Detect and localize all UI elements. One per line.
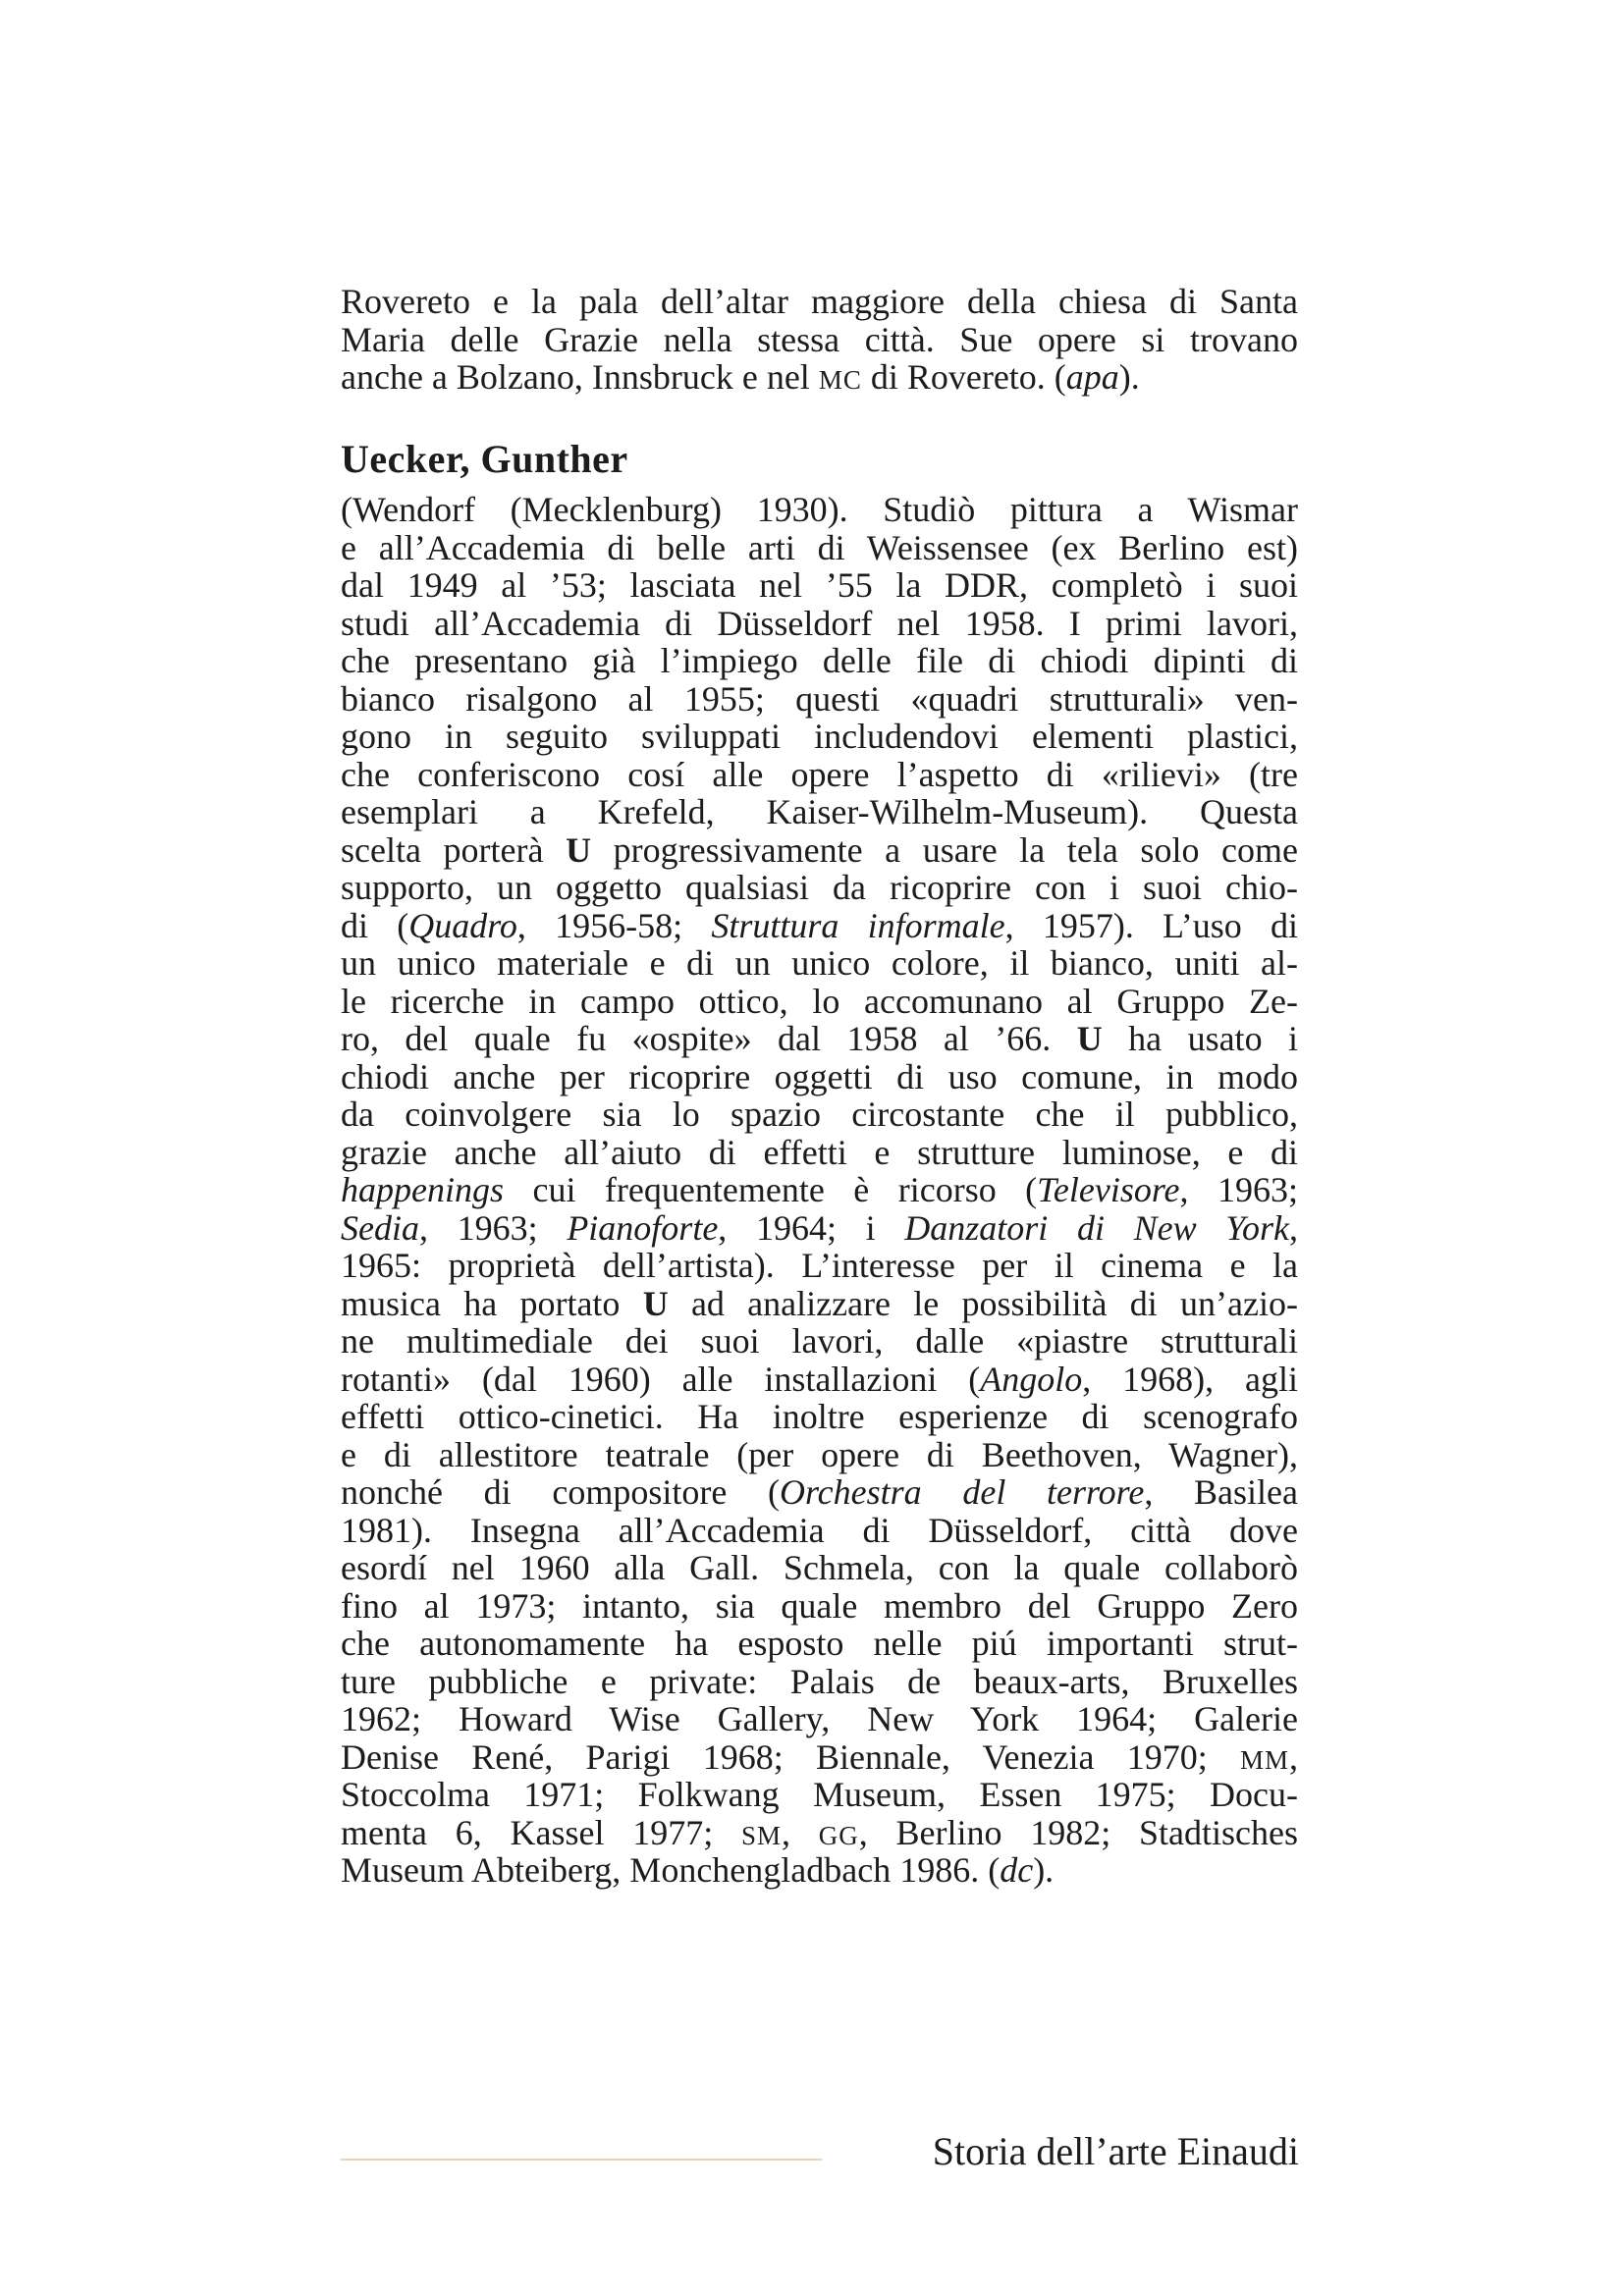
text-run: Denise René, Parigi 1968; Biennale, Venezia 1970; bbox=[341, 1736, 1240, 1777]
text-run: MC bbox=[818, 365, 862, 395]
text-line: Rovereto e la pala dell’altar maggiore della chiesa di Santa bbox=[341, 282, 1298, 321]
text-run: musica ha portato bbox=[341, 1283, 643, 1323]
text-line: esemplari a Krefeld, Kaiser-Wilhelm-Museum). Questa bbox=[341, 792, 1298, 831]
text-run: Pianoforte bbox=[567, 1207, 719, 1248]
text-line bbox=[341, 1285, 1298, 1323]
text-run: Angolo bbox=[980, 1359, 1083, 1399]
text-line: fino al 1973; intanto, sia quale membro del Gruppo Zero bbox=[341, 1585, 1298, 1626]
text-run: U bbox=[642, 1283, 669, 1323]
text-run: Struttura informale bbox=[711, 905, 1005, 945]
text-line: e di allestitore teatrale (per opere di Beethoven, Wagner), bbox=[341, 1434, 1298, 1474]
text-run: apa bbox=[1065, 357, 1119, 397]
text-run: Danzatori di New York bbox=[904, 1207, 1289, 1248]
footer-rule bbox=[341, 2159, 822, 2161]
text-line: 1981). Insegna all’Accademia di Düsseldorf, città dove bbox=[341, 1510, 1298, 1550]
text-line: da coinvolgere sia lo spazio circostante che il pubblico, bbox=[341, 1095, 1298, 1134]
text-run: , 1957). L’uso di bbox=[1004, 905, 1298, 945]
text-line bbox=[341, 1473, 1298, 1512]
footer-title: Storia dell’arte Einaudi bbox=[932, 2129, 1299, 2173]
text-run: , 1964; i bbox=[718, 1207, 905, 1248]
text-line: (Wendorf (Mecklenburg) 1930). Studiò pittura a Wismar bbox=[341, 490, 1298, 529]
text-run: Sedia bbox=[341, 1207, 419, 1248]
text-run: , bbox=[1289, 1207, 1298, 1248]
text-line bbox=[341, 1171, 1298, 1209]
text-line bbox=[341, 1851, 1298, 1890]
text-line: dal 1949 al ’53; lasciata nel ’55 la DDR, completò i suoi bbox=[341, 565, 1298, 605]
text-line bbox=[341, 358, 1298, 397]
text-line bbox=[341, 1361, 1298, 1399]
text-run: di Rovereto. ( bbox=[861, 357, 1066, 397]
text-run: MM bbox=[1239, 1744, 1289, 1775]
text-run: di ( bbox=[341, 905, 409, 945]
text-line bbox=[341, 907, 1298, 945]
text-line: esordí nel 1960 alla Gall. Schmela, con la quale collaborò bbox=[341, 1548, 1298, 1587]
text-line: 1962; Howard Wise Gallery, New York 1964; Galerie bbox=[341, 1699, 1298, 1738]
text-line: che conferiscono cosí alle opere l’aspetto di «rilievi» (tre bbox=[341, 754, 1298, 794]
text-line: 1965: proprietà dell’artista). L’interesse per il cinema e la bbox=[341, 1246, 1298, 1285]
text-line bbox=[341, 831, 1298, 870]
text-run: U bbox=[566, 829, 592, 870]
text-line: Maria delle Grazie nella stessa città. Sue opere si trovano bbox=[341, 319, 1298, 359]
text-line: chiodi anche per ricoprire oggetti di uso comune, in modo bbox=[341, 1056, 1298, 1096]
text-run: , 1963; bbox=[1179, 1170, 1298, 1209]
text-run: , 1968), agli bbox=[1082, 1359, 1298, 1399]
text-run: , bbox=[782, 1812, 819, 1852]
text-run: Quadro bbox=[408, 905, 517, 945]
text-run: GG bbox=[818, 1820, 859, 1850]
text-run: menta 6, Kassel 1977; bbox=[341, 1812, 741, 1852]
text-line: un unico materiale e di un unico colore, il bianco, uniti al- bbox=[341, 943, 1298, 983]
text-run: ). bbox=[1118, 357, 1140, 397]
text-run: dc bbox=[1000, 1850, 1034, 1890]
text-line: le ricerche in campo ottico, lo accomunano al Gruppo Ze- bbox=[341, 981, 1298, 1021]
text-line: effetti ottico-cinetici. Ha inoltre esperienze di scenografo bbox=[341, 1397, 1298, 1436]
text-run: ha usato i bbox=[1102, 1019, 1298, 1058]
text-line: ne multimediale dei suoi lavori, dalle «piastre strutturali bbox=[341, 1321, 1298, 1361]
text-run: , bbox=[1289, 1736, 1298, 1777]
text-line: Stoccolma 1971; Folkwang Museum, Essen 1975; Docu- bbox=[341, 1775, 1298, 1814]
text-run: , 1956-58; bbox=[516, 905, 712, 945]
intro-paragraph bbox=[341, 283, 1298, 397]
text-run: Museum Abteiberg, Monchengladbach 1986. ( bbox=[341, 1850, 1001, 1890]
text-run: anche a Bolzano, Innsbruck e nel bbox=[341, 357, 819, 397]
text-line bbox=[341, 1020, 1298, 1058]
text-run: ). bbox=[1033, 1850, 1055, 1890]
text-line: e all’Accademia di belle arti di Weissensee (ex Berlino est) bbox=[341, 527, 1298, 567]
text-run: Orchestra del terrore bbox=[780, 1472, 1145, 1512]
text-run: , Basilea bbox=[1144, 1472, 1298, 1512]
text-run: ro, del quale fu «ospite» dal 1958 al ’66. bbox=[341, 1019, 1077, 1058]
text-run: , Berlino 1982; Stadtisches bbox=[858, 1812, 1298, 1852]
text-run: scelta porterà bbox=[341, 829, 567, 870]
text-run: rotanti» (dal 1960) alle installazioni ( bbox=[341, 1359, 981, 1399]
text-run: nonché di compositore ( bbox=[341, 1472, 780, 1512]
text-run: , 1963; bbox=[418, 1207, 568, 1248]
text-line bbox=[341, 1209, 1298, 1248]
text-line: gono in seguito sviluppati includendovi elementi plastici, bbox=[341, 717, 1298, 756]
text-line: che presentano già l’impiego delle file di chiodi dipinti di bbox=[341, 641, 1298, 680]
text-run: U bbox=[1076, 1019, 1103, 1058]
text-run: ad analizzare le possibilità di un’azio- bbox=[668, 1283, 1298, 1323]
text-run: Televisore bbox=[1037, 1170, 1180, 1209]
text-line bbox=[341, 1814, 1298, 1852]
text-run: progressivamente a usare la tela solo come bbox=[591, 829, 1298, 870]
entry-body-paragraph bbox=[341, 491, 1298, 1890]
text-line: ture pubbliche e private: Palais de beaux-arts, Bruxelles bbox=[341, 1661, 1298, 1701]
text-line: studi all’Accademia di Düsseldorf nel 1958. I primi lavori, bbox=[341, 603, 1298, 643]
text-line: bianco risalgono al 1955; questi «quadri strutturali» ven- bbox=[341, 678, 1298, 719]
text-line: supporto, un oggetto qualsiasi da ricoprire con i suoi chio- bbox=[341, 868, 1298, 907]
text-line: che autonomamente ha esposto nelle piú importanti strut- bbox=[341, 1624, 1298, 1663]
text-line: grazie anche all’aiuto di effetti e strutture luminose, e di bbox=[341, 1132, 1298, 1172]
text-run: happenings bbox=[341, 1170, 504, 1209]
text-line bbox=[341, 1738, 1298, 1777]
entry-heading: Uecker, Gunther bbox=[341, 437, 628, 481]
text-run: cui frequentemente è ricorso ( bbox=[504, 1170, 1038, 1209]
text-run: SM bbox=[740, 1820, 782, 1850]
